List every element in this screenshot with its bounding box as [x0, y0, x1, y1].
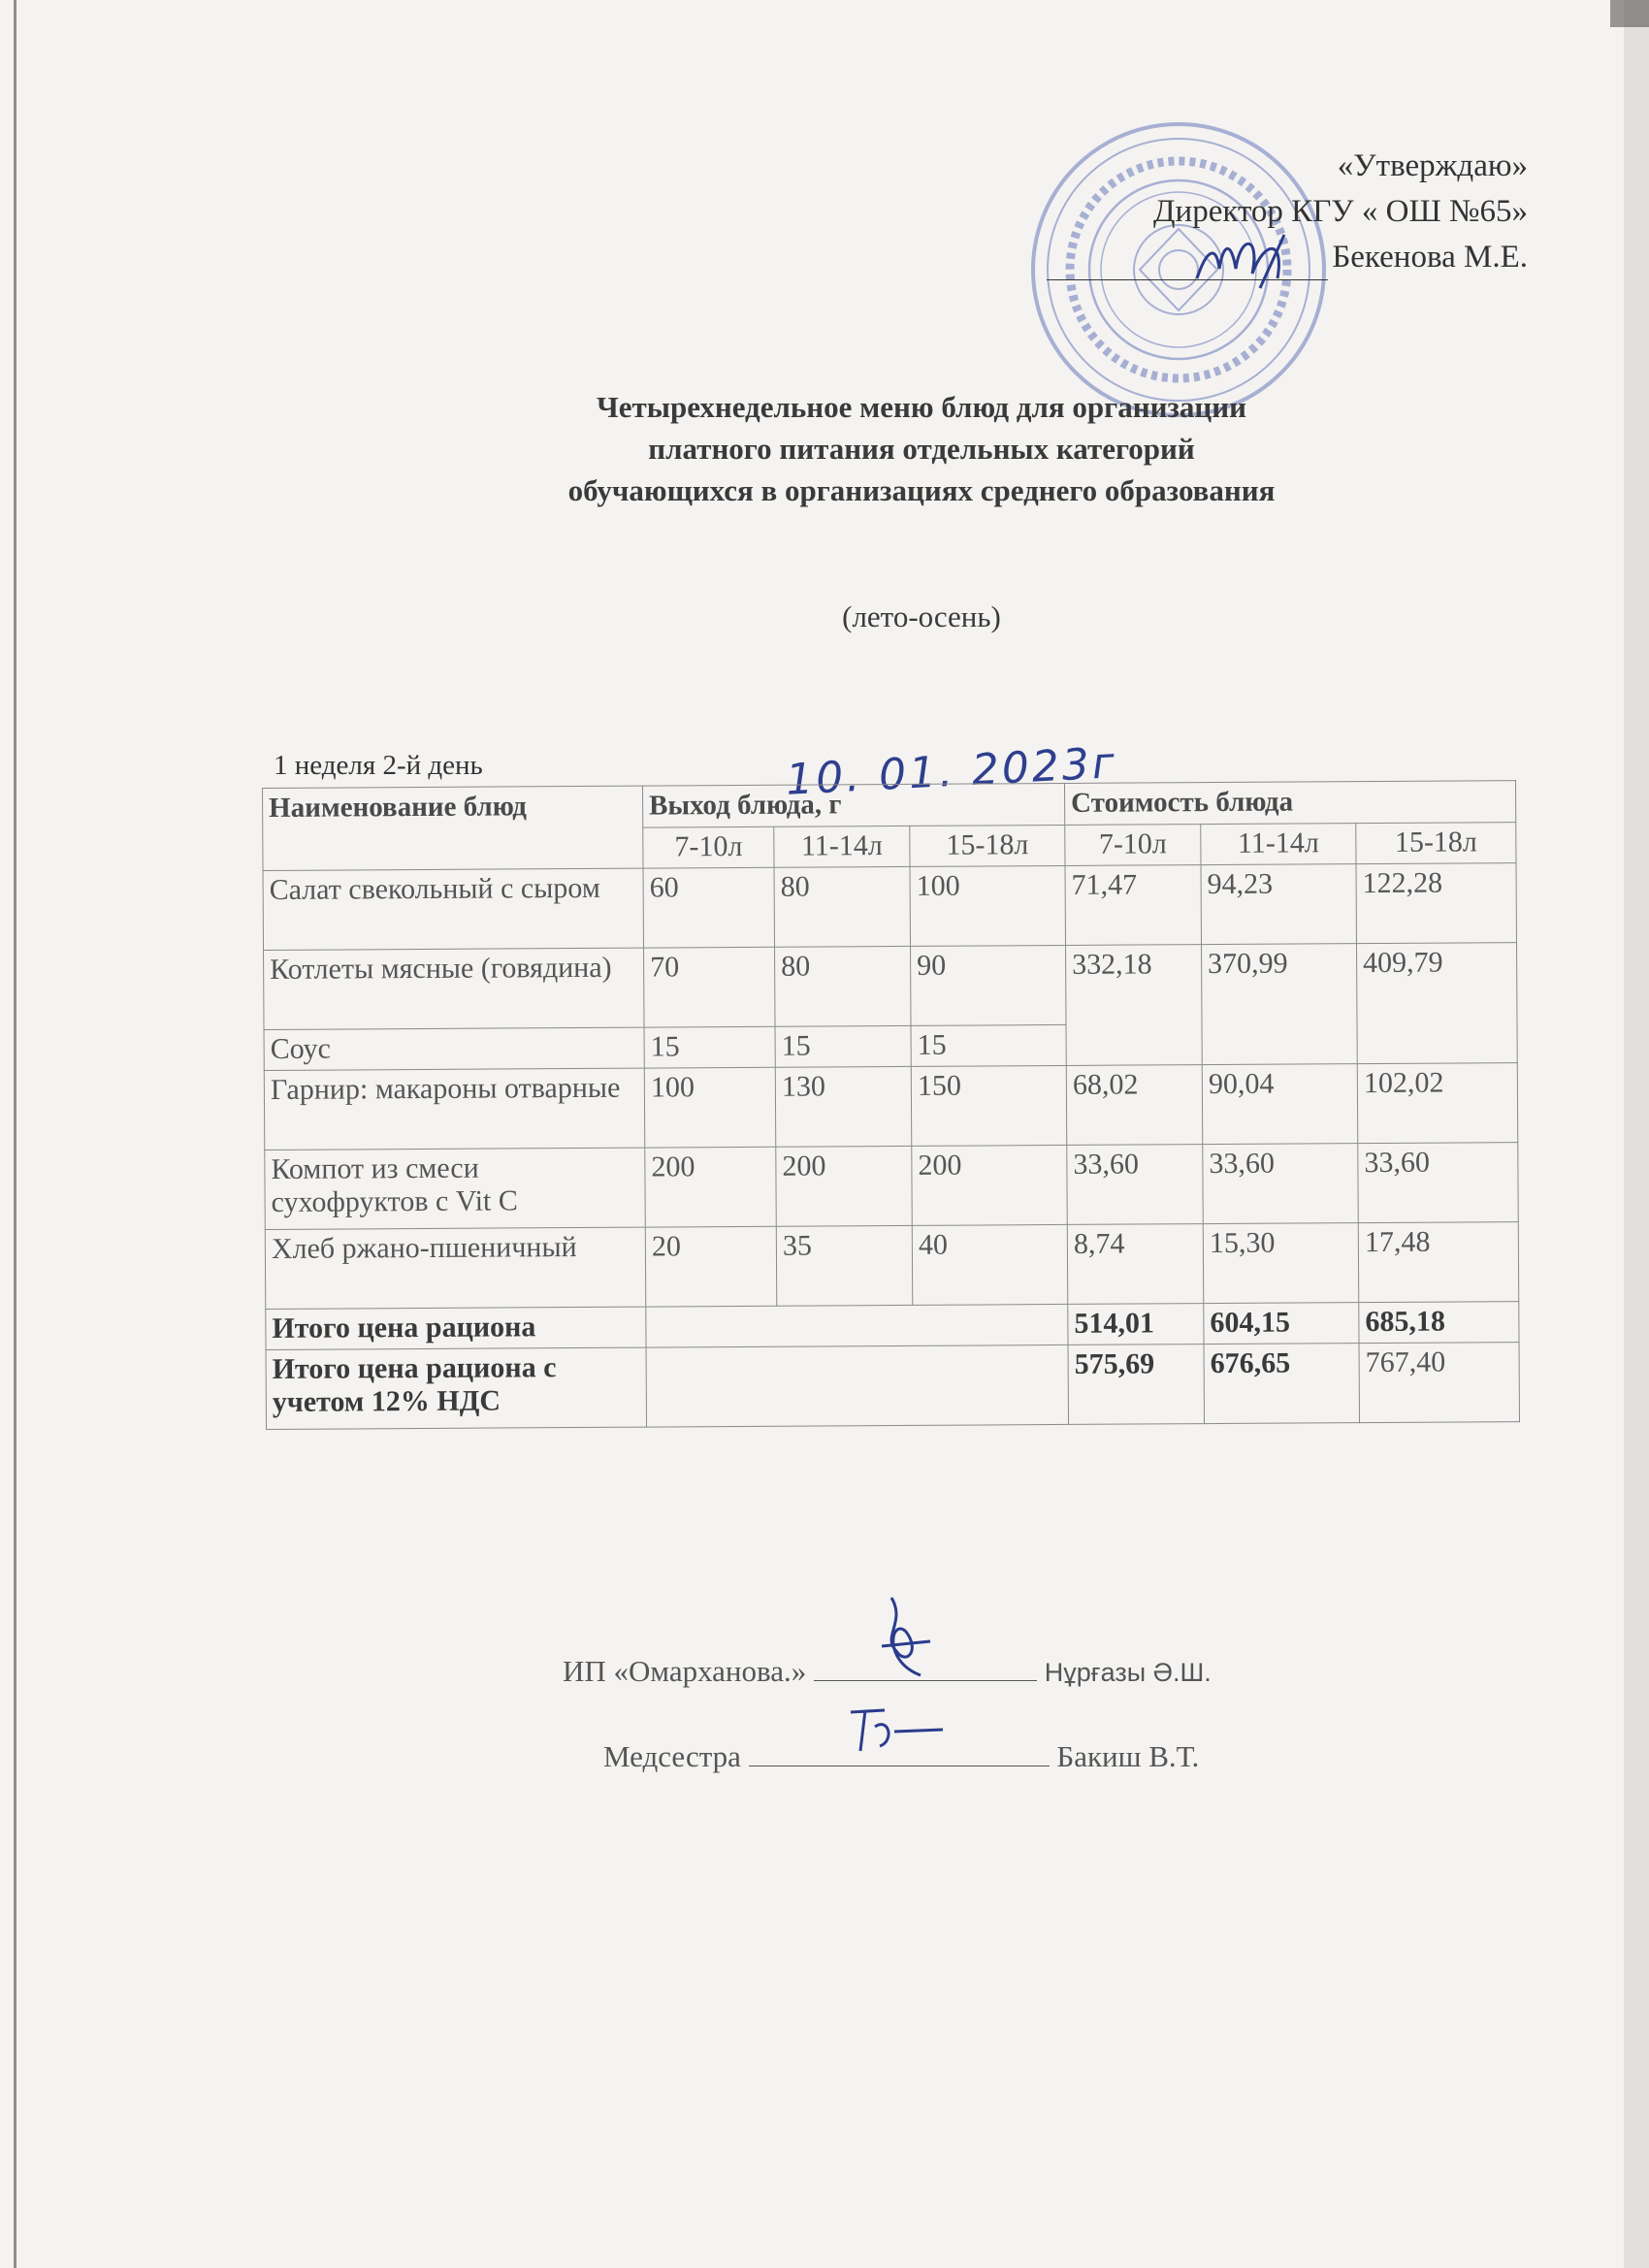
- empty-cell: [646, 1345, 1068, 1427]
- cost-cell: 90,04: [1202, 1064, 1357, 1145]
- age-group: 11-14л: [774, 826, 910, 867]
- scan-right-edge: [1624, 0, 1649, 2268]
- cost-cell: 71,47: [1065, 865, 1201, 946]
- table-row: [264, 943, 1517, 1030]
- nurse-signature-block: [603, 1736, 1379, 1774]
- menu-table: [262, 780, 1520, 1430]
- header-dish: Наименование блюд: [263, 786, 644, 870]
- dish-name: Салат свекольный с сыром: [263, 868, 643, 950]
- nurse-signature: [846, 1702, 953, 1761]
- yield-cell: 100: [910, 865, 1065, 946]
- total-label: Итого цена рациона: [266, 1307, 646, 1349]
- scan-corner: [1610, 0, 1649, 27]
- title-line-1: Четырехнедельное меню блюд для организации: [597, 390, 1246, 424]
- table-row: [265, 1222, 1518, 1310]
- yield-cell: 15: [775, 1025, 911, 1067]
- yield-cell: 130: [775, 1066, 911, 1147]
- cost-cell: 8,74: [1067, 1224, 1203, 1305]
- dish-name: Компот из смеси сухофруктов с Vit C: [265, 1148, 645, 1229]
- age-group: 15-18л: [1356, 823, 1516, 864]
- header-yield: Выход блюда, г: [642, 783, 1064, 827]
- yield-cell: 80: [775, 946, 911, 1026]
- cost-cell: 17,48: [1358, 1222, 1519, 1303]
- total-cost: 685,18: [1359, 1302, 1519, 1344]
- title-line-2: платного питания отдельных категорий: [648, 432, 1195, 466]
- yield-cell: 40: [912, 1224, 1067, 1305]
- cost-cell: 102,02: [1357, 1063, 1518, 1144]
- supplier-label: ИП «Омарханова.»: [563, 1654, 807, 1688]
- age-group: 11-14л: [1201, 824, 1356, 865]
- yield-cell: 150: [911, 1065, 1066, 1146]
- empty-cell: [646, 1304, 1068, 1347]
- cost-cell: 409,79: [1357, 943, 1518, 1064]
- yield-cell: 60: [643, 867, 774, 948]
- supplier-name: Нұрғазы Ә.Ш.: [1044, 1658, 1212, 1687]
- cost-cell: 122,28: [1356, 863, 1517, 944]
- nurse-signature-line: [749, 1736, 1050, 1766]
- header-cost: Стоимость блюда: [1064, 781, 1515, 826]
- cost-cell: 33,60: [1358, 1143, 1519, 1223]
- director-name: Бекенова М.Е.: [1332, 240, 1528, 275]
- dish-name: Соус: [264, 1027, 644, 1070]
- yield-cell: 20: [645, 1226, 776, 1307]
- yield-cell: 15: [644, 1026, 775, 1068]
- cost-cell: 33,60: [1067, 1145, 1203, 1225]
- table-row: [263, 863, 1516, 951]
- scan-left-edge: [14, 0, 16, 2268]
- total-vat-cost: 575,69: [1068, 1345, 1204, 1425]
- total-cost: 514,01: [1068, 1304, 1204, 1345]
- total-cost: 604,15: [1204, 1303, 1359, 1345]
- director-signature-line: [1047, 246, 1328, 280]
- day-label: 1 неделя 2-й день: [274, 750, 483, 781]
- yield-cell: 35: [776, 1225, 912, 1306]
- table-row: [265, 1143, 1518, 1230]
- total-vat-row: [266, 1343, 1519, 1430]
- supplier-signature-line: [814, 1651, 1037, 1681]
- yield-cell: 200: [645, 1147, 776, 1227]
- age-group: 7-10л: [643, 826, 774, 868]
- approval-position: Директор КГУ « ОШ №65»: [1153, 194, 1528, 229]
- total-vat-cost: 767,40: [1359, 1343, 1520, 1423]
- yield-cell: 100: [644, 1067, 775, 1148]
- cost-cell: 15,30: [1203, 1223, 1358, 1304]
- nurse-name: Бакиш В.Т.: [1056, 1739, 1200, 1773]
- yield-cell: 80: [774, 866, 910, 947]
- age-group: 15-18л: [910, 825, 1065, 866]
- yield-cell: 90: [911, 945, 1066, 1025]
- handwritten-date: 10. 01. 2023г: [784, 738, 1119, 805]
- cost-cell: 370,99: [1202, 944, 1358, 1065]
- yield-cell: 70: [644, 947, 775, 1027]
- total-vat-label: Итого цена рациона с учетом 12% НДС: [266, 1347, 646, 1429]
- dish-name: Котлеты мясные (говядина): [264, 948, 644, 1029]
- yield-cell: 15: [911, 1024, 1066, 1066]
- dish-name: Хлеб ржано-пшеничный: [265, 1227, 645, 1309]
- cost-cell: 94,23: [1201, 864, 1356, 945]
- approval-heading: «Утверждаю»: [1337, 148, 1528, 183]
- yield-cell: 200: [912, 1145, 1067, 1225]
- nurse-label: Медсестра: [603, 1739, 741, 1773]
- season-label: (лето-осень): [842, 599, 1001, 633]
- approval-block: [985, 144, 1528, 280]
- age-group: 7-10л: [1065, 825, 1201, 866]
- approval-signature-line: [985, 235, 1528, 280]
- cost-cell: 33,60: [1203, 1144, 1358, 1224]
- total-vat-cost: 676,65: [1204, 1344, 1359, 1424]
- title-line-3: обучающихся в организациях среднего образования: [567, 473, 1276, 507]
- supplier-signature: [862, 1593, 950, 1680]
- cost-cell: 332,18: [1066, 945, 1203, 1066]
- supplier-signature-block: [563, 1651, 1339, 1689]
- director-signature: [1192, 225, 1318, 293]
- menu-title: [388, 386, 1455, 511]
- dish-name: Гарнир: макароны отварные: [264, 1068, 644, 1150]
- table-row: [264, 1063, 1517, 1150]
- cost-cell: 68,02: [1066, 1065, 1202, 1146]
- yield-cell: 200: [776, 1146, 912, 1226]
